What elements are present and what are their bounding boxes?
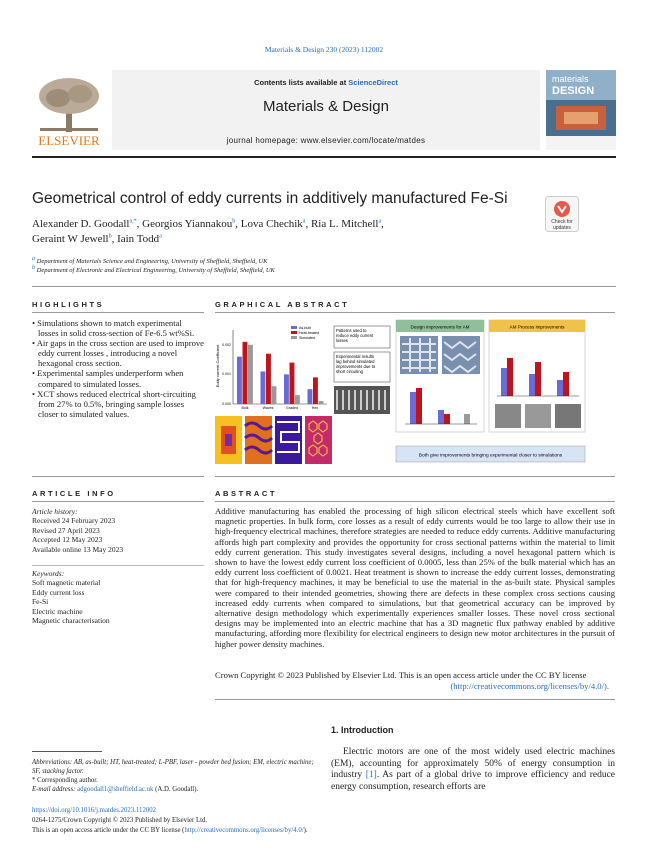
intro-text-part: . As part of a global drive to improve efficiency and reduce energy consumption, research efforts are <box>331 770 616 792</box>
page-footer <box>32 806 308 835</box>
highlight-item: • Experimental samples underperform when compared to simulated losses. <box>32 368 184 389</box>
divider <box>32 312 204 313</box>
cover-title-1: materials <box>552 74 589 84</box>
bar-simulated-bulk <box>248 345 253 404</box>
email-label: E-mail address: <box>32 786 78 793</box>
masthead-band <box>112 70 540 150</box>
bar-simulated-waves <box>272 386 277 404</box>
masthead <box>32 70 616 154</box>
abstract-text: Additive manufacturing has enabled the processing of high silicon electrical steels which have excellent soft magnetic properties. In bulk form, core losses as a result of eddy currents would be too large to allow their use in high-frequency electrical machines, therefore strategies are needed to reduce eddy currents. Additive manufacturing affords high part complexity and provides the opportunity for cross sectional patterns within the material to limit eddy current generation. This study investigates several designs, including a novel hexagonal pattern which is shown to have the lowest eddy current loss coefficient of 0.0005, less than 25% of the bulk material which has an eddy current loss coefficient of 0.0021. Heat treatment is shown to increase the eddy current losses, demonstrating that for high-frequency machines, it may be beneficial to use the material in the as-built state. Physical samples were compared to their intended geometries, showing there are defects in these complex cross sections causing increased eddy currents when compared to simulations, but that geometrical accuracy can be improved by alternative design methodology which experimentally experiences smaller losses. These novel cross sectional designs may be implemented into an electric machine that has a 3D magnetic flux pathway enabled by additive manufacturing, affording more flexibility for electrical engineers to design new motor architectures in the pursuit of higher power density machines. <box>215 506 615 649</box>
contents-prefix: Contents lists available at <box>254 78 349 87</box>
highlight-text: XCT shows reduced electrical short-circuiting from 27% to 0.5%, bringing sample losses closer to simulated values. <box>37 388 196 419</box>
hex-pattern-image <box>305 416 332 464</box>
email-footnote <box>32 785 322 794</box>
abstract-heading: ABSTRACT <box>215 489 278 498</box>
legend-swatch <box>291 326 297 329</box>
y-tick-label: 0.000 <box>222 402 231 406</box>
author-list-line1: Alexander D. Goodall$^{a,*}$, Georgios Yiannakou$^b$, Lova Chechik$^a$, Ria L. Mitchell$^a$, <box>32 218 384 230</box>
highlight-text: Simulations shown to match experimental losses in solid cross-section of Fe-6.5 wt%Si. <box>37 318 195 339</box>
legend-label: Simulated <box>299 335 315 340</box>
homepage-prefix: journal homepage: <box>226 136 301 145</box>
bar-heat-treated-hex <box>313 377 318 404</box>
publisher-wordmark: ELSEVIER <box>38 133 100 148</box>
process-box-title: AM Process improvements <box>509 324 565 330</box>
footer-license-link[interactable]: http://creativecommons.org/licenses/by/4.0/ <box>184 826 304 834</box>
footnotes <box>32 758 322 794</box>
author-name[interactable]: Georgios Yiannakou <box>142 218 233 230</box>
license-link[interactable]: (http://creativecommons.org/licenses/by/4.0/). <box>450 681 609 691</box>
homepage-link[interactable]: www.elsevier.com/locate/matdes <box>300 136 426 145</box>
bottom-banner-text: Both give improvements bringing experimental closer to simulations <box>418 453 563 459</box>
affiliation-b <box>32 265 275 274</box>
accepted-date: Accepted 12 May 2023 <box>32 535 103 545</box>
introduction-heading: 1. Introduction <box>331 725 394 735</box>
crossmark-badge[interactable] <box>545 196 579 232</box>
bar-as-built-waves <box>261 371 266 404</box>
highlights-list <box>32 318 204 419</box>
legend-label: Heat-treated <box>299 330 319 335</box>
abbreviations-footnote: Abbreviations: AB, as-built; HT, heat-treated; L-PBF, laser - powder bed fusion; EM, electric machine; SF, stacking factor. <box>32 759 314 775</box>
bar-heat-treated-graded <box>290 363 295 404</box>
affiliation-rule <box>32 286 616 287</box>
x-tick-label: Hex <box>311 406 319 410</box>
crossmark-label-2: updates <box>553 225 571 231</box>
affiliation-text: Department of Electronic and Electrical Engineering, University of Sheffield, Sheffield, UK <box>36 267 275 275</box>
legend-swatch <box>291 331 297 334</box>
corresponding-author-footnote: * Corresponding author. <box>32 777 98 784</box>
bar-heat-treated-waves <box>266 354 271 404</box>
process-image-3 <box>555 404 581 428</box>
author-affiliation-mark[interactable]: a <box>302 218 306 225</box>
keyword: Fe-Si <box>32 597 49 607</box>
journal-reference[interactable]: Materials & Design 230 (2023) 112002 <box>264 45 384 54</box>
author-name[interactable]: Alexander D. Goodall <box>32 218 130 230</box>
legend-swatch <box>291 336 297 339</box>
crossmark-icon <box>554 201 570 217</box>
affiliation-text: Department of Materials Science and Engineering, University of Sheffield, Sheffield, UK <box>36 258 268 266</box>
note-text: Patterns used to reduce eddy current losses <box>336 328 374 343</box>
journal-homepage <box>112 136 540 145</box>
x-tick-label: Bulk <box>241 406 249 410</box>
divider <box>215 699 615 700</box>
x-tick-label: Waves <box>262 406 274 410</box>
highlight-item: • Air gaps in the cross section are used to improve eddy current losses , introducing a novel hexagonal cross section. <box>32 338 204 369</box>
license-prefix: This is an open access article under the CC BY license ( <box>32 826 185 834</box>
note-text: Experimental results lag behind simulated improvements due to short circuiting <box>336 354 376 374</box>
citation-link[interactable]: [1] <box>365 770 377 781</box>
highlight-text: Experimental samples underperform when compared to simulated losses. <box>37 368 184 389</box>
author-affiliation-mark[interactable]: a <box>378 218 382 225</box>
x-tick-label: Graded <box>286 406 298 410</box>
masthead-rule <box>32 156 616 158</box>
journal-cover-thumbnail[interactable] <box>546 70 616 150</box>
keywords-label: Keywords: <box>32 569 65 578</box>
cover-title-2: DESIGN <box>552 85 595 97</box>
email-suffix: (A.D. Goodall). <box>153 786 199 793</box>
affiliation-mark: a <box>32 256 35 262</box>
eddy-loss-chart <box>215 322 329 410</box>
divider <box>215 501 615 502</box>
copyright-notice: Crown Copyright © 2023 Published by Elsevier Ltd. This is an open access article under the CC BY license <box>215 670 587 680</box>
design-box-title: Design improvements for AM <box>410 324 470 330</box>
revised-date: Revised 27 April 2023 <box>32 525 100 535</box>
process-image-1 <box>495 404 521 428</box>
author-affiliation-mark[interactable]: b <box>232 218 236 225</box>
article-info-heading: ARTICLE INFO <box>32 489 116 498</box>
bar-simulated-graded <box>295 395 300 404</box>
article-history <box>32 507 204 554</box>
author-name[interactable]: Iain Todd <box>117 233 160 245</box>
author-name[interactable]: Ria L. Mitchell <box>310 218 379 230</box>
author-name[interactable]: Geraint W Jewell <box>32 233 109 245</box>
graded-pattern-image <box>275 416 302 464</box>
legend-label: As-built <box>299 325 311 330</box>
author-affiliation-mark[interactable]: a <box>159 233 162 240</box>
y-tick-label: 0.002 <box>222 343 231 347</box>
author-name[interactable]: Lova Chechik <box>240 218 303 230</box>
footer-license-line <box>32 826 308 836</box>
introduction-text <box>331 747 615 793</box>
keyword: Eddy current loss <box>32 587 85 597</box>
keyword: Magnetic characterisation <box>32 616 110 626</box>
divider <box>32 501 204 502</box>
bar-simulated-hex <box>319 401 324 404</box>
highlight-item: • XCT shows reduced electrical short-circuiting from 27% to 0.5%, bringing sample losses closer to simulated values. <box>32 388 196 419</box>
email-link[interactable]: adgoodall1@sheffield.ac.uk <box>77 786 154 793</box>
issn-line: 0264-1275/Crown Copyright © 2023 Published by Elsevier Ltd. <box>32 816 208 824</box>
keywords <box>32 569 204 625</box>
author-list-line2: Geraint W Jewell$^b$, Iain Todd$^a$ <box>32 233 162 245</box>
highlight-text: Air gaps in the cross section are used to improve eddy current losses , introducing a novel hexagonal cross section. <box>36 338 204 369</box>
elsevier-tree-logo <box>32 74 106 148</box>
highlights-heading: HIGHLIGHTS <box>32 300 105 309</box>
keyword: Soft magnetic material <box>32 578 101 588</box>
graphical-abstract-heading: GRAPHICAL ABSTRACT <box>215 300 350 309</box>
bar-as-built-hex <box>308 389 313 404</box>
history-label: Article history: <box>32 507 78 516</box>
divider <box>215 476 615 477</box>
bar-as-built-graded <box>284 374 289 404</box>
article-title: Geometrical control of eddy currents in additively manufactured Fe-Si <box>32 190 508 207</box>
chart-ylabel: Eddy current Coefficient <box>215 344 220 388</box>
author-affiliation-mark[interactable]: b <box>108 233 112 240</box>
online-date: Available online 13 May 2023 <box>32 544 124 554</box>
doi-link[interactable]: https://doi.org/10.1016/j.matdes.2023.112002 <box>32 807 157 814</box>
journal-title: Materials & Design <box>263 98 389 115</box>
divider <box>32 565 204 566</box>
author-affiliation-mark[interactable]: a,* <box>129 218 137 225</box>
bar-as-built-bulk <box>237 357 242 404</box>
intro-text-part: Electric motors are one of the most widely used electric machines (EM), accounting for approximately 50% of energy consumption in industry <box>331 747 615 781</box>
crossmark-label-1: Check for <box>551 219 573 225</box>
divider <box>32 476 204 477</box>
contents-line <box>112 78 540 87</box>
highlight-item: • Simulations shown to match experimental losses in solid cross-section of Fe-6.5 wt%Si. <box>32 318 195 339</box>
graphical-abstract[interactable] <box>215 318 615 468</box>
affiliation-mark: b <box>32 265 35 271</box>
affiliation-a <box>32 256 268 265</box>
process-image-2 <box>525 404 551 428</box>
sciencedirect-link[interactable]: ScienceDirect <box>348 78 398 87</box>
footnote-rule <box>32 751 102 752</box>
license-suffix: ). <box>303 826 308 834</box>
bar-heat-treated-bulk <box>243 342 248 404</box>
keyword: Electric machine <box>32 606 83 616</box>
divider <box>215 312 615 313</box>
eddy-pattern-images <box>215 416 332 464</box>
y-tick-label: 0.001 <box>222 372 231 376</box>
received-date: Received 24 February 2023 <box>32 516 116 526</box>
